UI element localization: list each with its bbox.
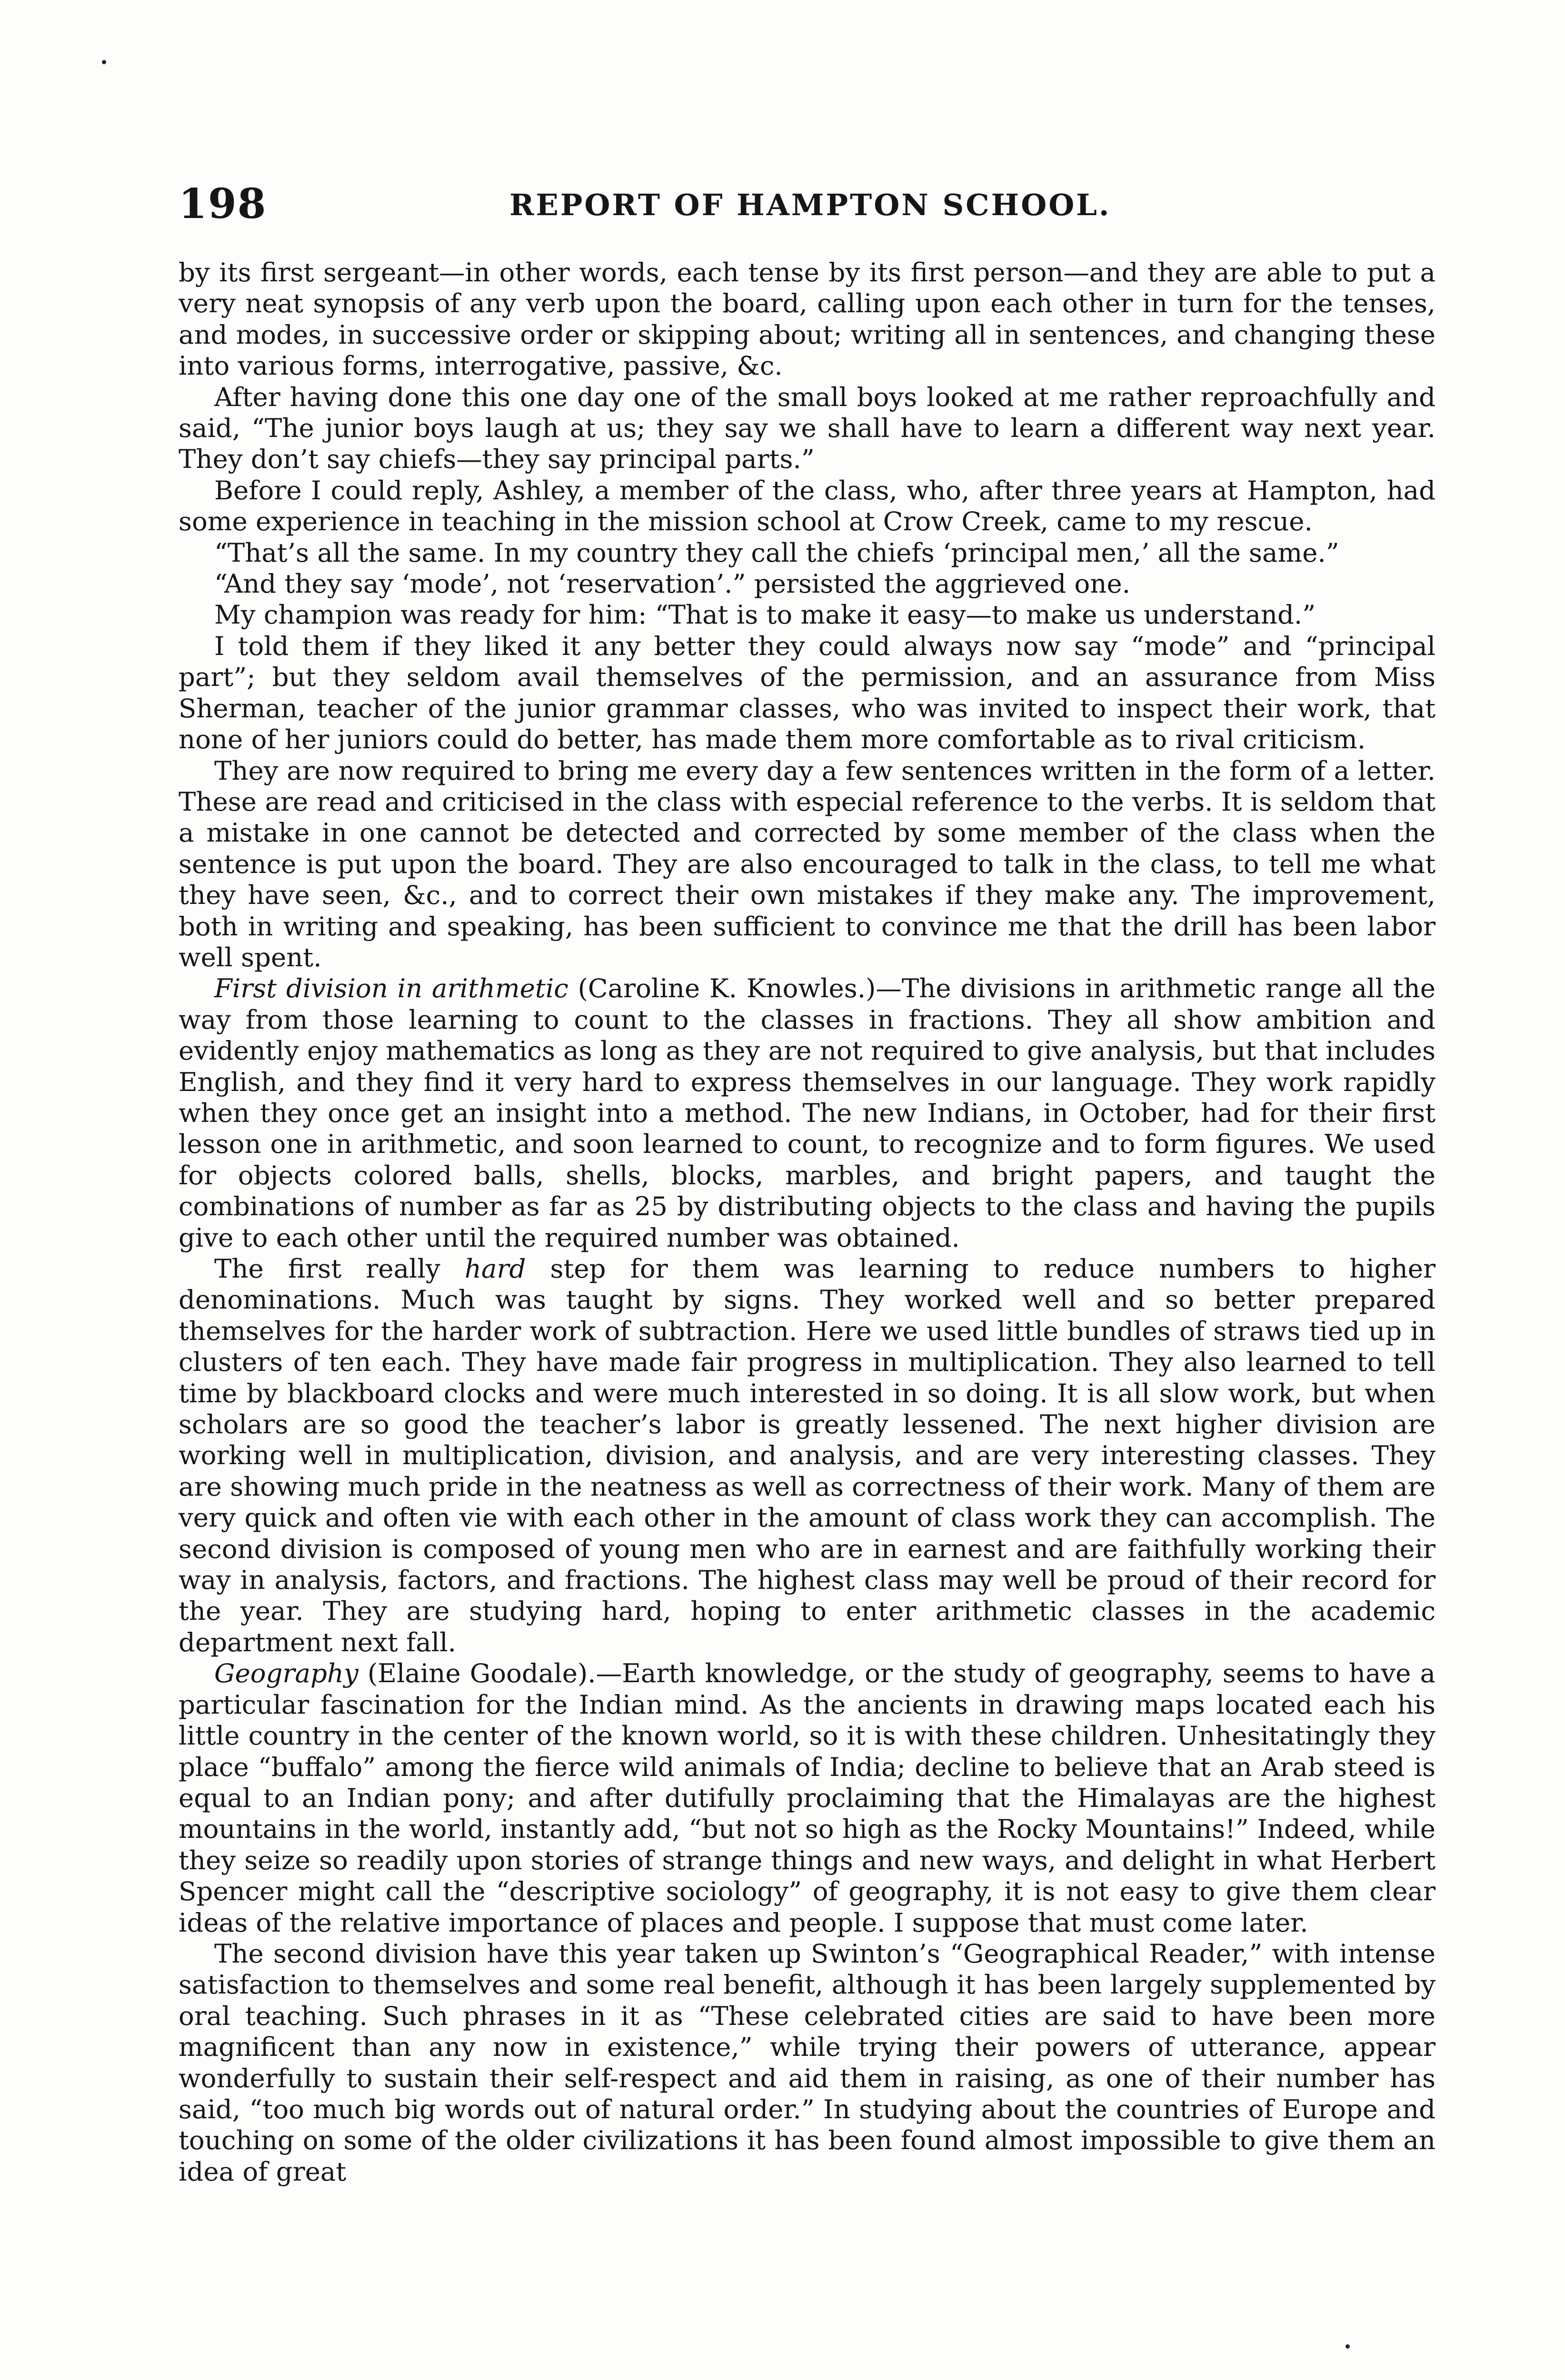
paragraph-ashley: Before I could reply, Ashley, a member of the class, who, after three years at Hampton, had some experience in teaching in the mission school at Crow Creek, came to my rescue. bbox=[179, 475, 1435, 537]
running-head: REPORT OF HAMPTON SCHOOL. bbox=[509, 188, 1111, 222]
page-header bbox=[179, 180, 1435, 232]
scan-speck bbox=[1346, 2344, 1350, 2349]
paragraph-letters: They are now required to bring me every day a few sentences written in the form of a letter. These are read and criticised in the class with especial reference to the verbs. It is seldom that a mistake in one cannot be detected and corrected by some member of the class when the sentence is put upon the board. They are also encouraged to talk in the class, to tell me what they have seen, &c., and to correct their own mistakes if they make any. The improvement, both in writing and speaking, has been sufficient to convince me that the drill has been labor well spent. bbox=[179, 755, 1435, 972]
paragraph-second-division: The second division have this year taken up Swinton’s “Geographical Reader,” with intense satisfaction to themselves and some real benefit, although it has been largely supplemented by oral teaching. Such phrases in it as “These celebrated cities are said to have been more magnificent than any now in existence,” while trying their powers of utterance, appear wonderfully to sustain their self-respect and aid them in raising, as one of their number has said, “too much big words out of natural order.” In studying about the countries of Europe and touching on some of the older civilizations it has been found almost impossible to give them an idea of great bbox=[179, 1938, 1435, 2187]
paragraph-miss-sherman: I told them if they liked it any better they could always now say “mode” and “principal part”; but they seldom avail themselves of the permission, and an assurance from Miss Sherman, teacher of the junior grammar classes, who was invited to inspect their work, that none of her juniors could do better, has made them more comfortable as to rival criticism. bbox=[179, 630, 1435, 755]
paragraph-synopsis: by its first sergeant—in other words, each tense by its first person—and they are able to put a very neat synopsis of any verb upon the board, calling upon each other in turn for the tenses, and modes, in successive order or skipping about; writing all in sentences, and changing these into various forms, interrogative, passive, &c. bbox=[179, 257, 1435, 381]
page-number: 198 bbox=[179, 180, 267, 228]
paragraph-hard-step: The first really hard step for them was learning to reduce numbers to higher denominations. Much was taught by signs. They worked well and so better prepared themselves for the harder work of subtraction. Here we used little bundles of straws tied up in clusters of ten each. They have made fair progress in multiplication. They also learned to tell time by blackboard clocks and were much interested in so doing. It is all slow work, but when scholars are so good the teacher’s labor is greatly lessened. The next higher division are working well in multiplication, division, and analysis, and are very interesting classes. They are showing much pride in the neatness as well as correctness of their work. Many of them are very quick and often vie with each other in the amount of class work they can accomplish. The second division is composed of young men who are in earnest and are faithfully working their way in analysis, factors, and fractions. The highest class may well be proud of their record for the year. They are studying hard, hoping to enter arithmetic classes in the academic department next fall. bbox=[179, 1253, 1436, 1657]
paragraph-arithmetic: First division in arithmetic (Caroline K. Knowles.)—The divisions in arithmetic range all the way from those learning to count to the classes in fractions. They all show ambition and evidently enjoy mathematics as long as they are not required to give analysis, but that includes English, and they find it very hard to express themselves in our language. They work rapidly when they once get an insight into a method. The new Indians, in October, had for their first lesson one in arithmetic, and soon learned to count, to recognize and to form figures. We used for objects colored balls, shells, blocks, marbles, and bright papers, and taught the combinations of number as far as 25 by distributing objects to the class and having the pupils give to each other until the required number was obtained. bbox=[179, 973, 1435, 1253]
body-text bbox=[179, 257, 1435, 2187]
section-lead-geography: Geography bbox=[214, 1658, 359, 1689]
section-lead-arithmetic: First division in arithmetic bbox=[214, 973, 568, 1004]
paragraph-geography: Geography (Elaine Goodale).—Earth knowledge, or the study of geography, seems to have a particular fascination for the Indian mind. As the ancients in drawing maps located each his little country in the center of the known world, so it is with these children. Unhesitatingly they place “buffalo” among the fierce wild animals of India; decline to believe that an Arab steed is equal to an Indian pony; and after dutifully proclaiming that the Himalayas are the highest mountains in the world, instantly add, “but not so high as the Rocky Mountains!” Indeed, while they seize so readily upon stories of strange things and new ways, and delight in what Herbert Spencer might call the “descriptive sociology” of geography, it is not easy to give them clear ideas of the relative importance of places and people. I suppose that must come later. bbox=[179, 1658, 1435, 1938]
paragraph-champion: My champion was ready for him: “That is to make it easy—to make us understand.” bbox=[214, 599, 1316, 630]
scan-speck bbox=[102, 60, 106, 64]
emphasis-hard: hard bbox=[464, 1253, 526, 1284]
paragraph-quote-mode: “And they say ‘mode’, not ‘reservation’.” persisted the aggrieved one. bbox=[214, 568, 1131, 599]
paragraph-quote-principal-men: “That’s all the same. In my country they call the chiefs ‘principal men,’ all the same.” bbox=[214, 537, 1339, 568]
paragraph-junior-boys: After having done this one day one of the small boys looked at me rather reproachfully and said, “The junior boys laugh at us; they say we shall have to learn a different way next year. They don’t say chiefs—they say principal parts.” bbox=[179, 381, 1435, 475]
